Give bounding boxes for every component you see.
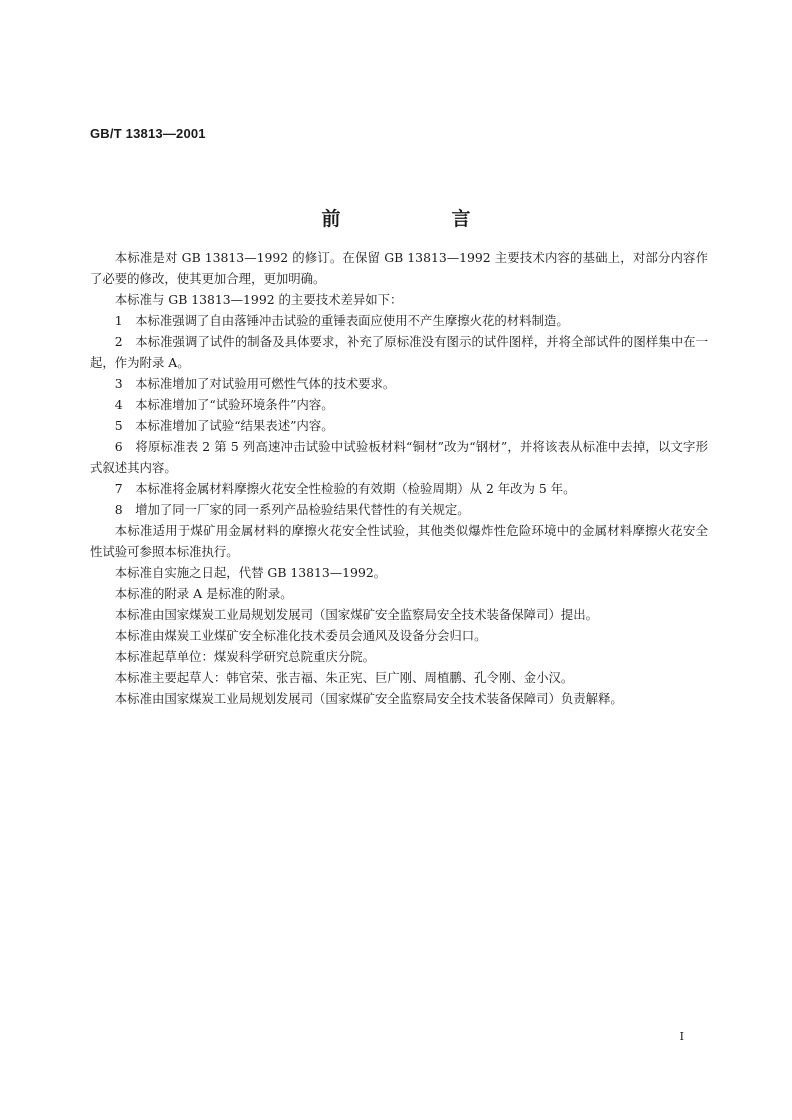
paragraph-annex: 本标准的附录 A 是标准的附录。 — [114, 586, 293, 601]
list-item-difference-4: 4 本标准增加了“试验环境条件”内容。 — [114, 397, 334, 412]
list-item-difference-7: 7 本标准将金属材料摩擦火花安全性检验的有效期（检验周期）从 2 年改为 5 年。 — [114, 481, 576, 496]
page-number: I — [679, 1030, 684, 1043]
standard-number: GB/T 13813—2001 — [90, 126, 206, 141]
list-item-difference-8: 8 增加了同一厂家的同一系列产品检验结果代替性的有关规定。 — [114, 502, 470, 517]
paragraph-replacement: 本标准自实施之日起，代替 GB 13813—1992。 — [114, 565, 387, 580]
paragraph-drafting-unit: 本标准起草单位：煤炭科学研究总院重庆分院。 — [114, 649, 375, 664]
paragraph-revision-intro: 本标准是对 GB 13813—1992 的修订。在保留 GB 13813—1992 主要技术内容的基础上，对部分内容作了必要的修改，使其更加合理，更加明确。 — [90, 250, 708, 286]
paragraph-drafters: 本标准主要起草人：韩官荣、张吉福、朱正宪、巨广刚、周植鹏、孔令刚、金小汉。 — [114, 670, 574, 685]
paragraph-proposed-by: 本标准由国家煤炭工业局规划发展司（国家煤矿安全监察局安全技术装备保障司）提出。 — [114, 607, 599, 622]
page-title: 前 言 — [321, 208, 517, 230]
list-item-difference-5: 5 本标准增加了试验“结果表述”内容。 — [114, 418, 334, 433]
list-item-difference-6: 6 将原标准表 2 第 5 列高速冲击试验中试验板材料“铜材”改为“钢材”，并将该表从标准中去掉，以文字形式叙述其内容。 — [90, 439, 708, 475]
list-item-difference-2: 2 本标准强调了试件的制备及具体要求，补充了原标准没有图示的试件图样，并将全部试件的图样集中在一起，作为附录 A。 — [90, 334, 708, 370]
paragraph-differences-intro: 本标准与 GB 13813—1992 的主要技术差异如下： — [114, 292, 403, 307]
list-item-difference-3: 3 本标准增加了对试验用可燃性气体的技术要求。 — [114, 376, 396, 391]
list-item-difference-1: 1 本标准强调了自由落锤冲击试验的重锤表面应使用不产生摩擦火花的材料制造。 — [114, 313, 569, 328]
foreword-body — [90, 247, 708, 709]
paragraph-scope: 本标准适用于煤矿用金属材料的摩擦火花安全性试验，其他类似爆炸性危险环境中的金属材料摩擦火花安全性试验可参照本标准执行。 — [90, 523, 708, 559]
paragraph-interpretation: 本标准由国家煤炭工业局规划发展司（国家煤矿安全监察局安全技术装备保障司）负责解释。 — [114, 691, 623, 706]
paragraph-administered-by: 本标准由煤炭工业煤矿安全标准化技术委员会通风及设备分会归口。 — [114, 628, 487, 643]
